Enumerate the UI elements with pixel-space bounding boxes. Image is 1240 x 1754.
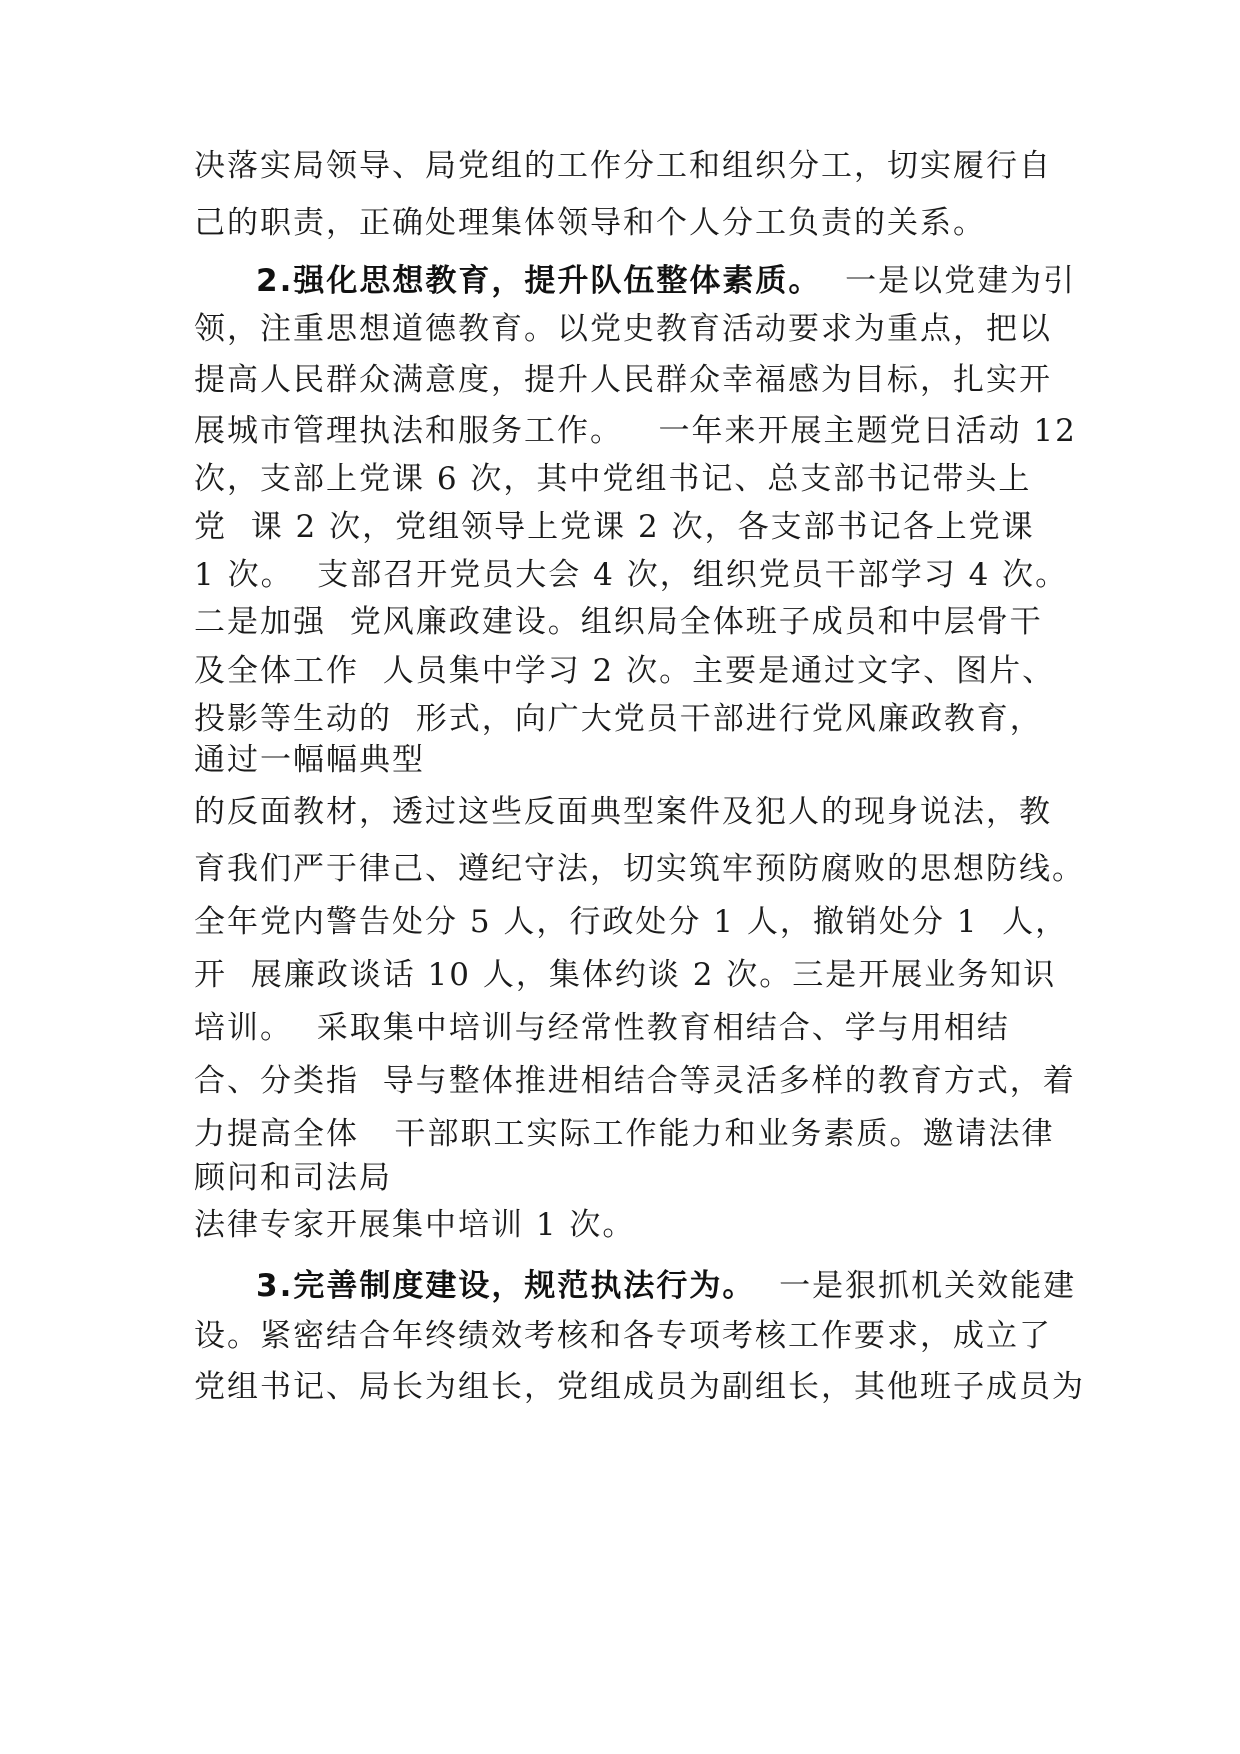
body-text-line: 及全体工作 人员集中学习 2 次。主要是通过文字、图片、: [194, 653, 1056, 689]
body-text-line: 领，注重思想道德教育。以党史教育活动要求为重点，把以: [194, 311, 1052, 347]
body-text-line: 力提高全体 干部职工实际工作能力和业务素质。邀请法律: [194, 1116, 1055, 1152]
body-text-line: 次，支部上党课 6 次，其中党组书记、总支部书记带头上: [194, 461, 1032, 497]
section-heading-2: 2.强化思想教育，提升队伍整体素质。: [256, 263, 822, 299]
body-text-line: 己的职责，正确处理集体领导和个人分工负责的关系。: [194, 205, 986, 241]
body-text-line: 开 展廉政谈话 10 人，集体约谈 2 次。三是开展业务知识: [194, 957, 1057, 993]
body-text-line: 党组书记、局长为组长，党组成员为副组长，其他班子成员为: [194, 1369, 1085, 1405]
body-text-line: 全年党内警告处分 5 人，行政处分 1 人，撤销处分 1 人，: [194, 904, 1069, 940]
body-text-line: 合、分类指 导与整体推进相结合等灵活多样的教育方式，着: [194, 1063, 1076, 1099]
body-text-line: 育我们严于律己、遵纪守法，切实筑牢预防腐败的思想防线。: [194, 851, 1085, 887]
body-text-span: 一是以党建为引: [821, 263, 1077, 299]
body-text-line: 1 次。 支部召开党员大会 4 次，组织党员干部学习 4 次。: [194, 557, 1069, 593]
section-heading-3: 3.完善制度建设，规范执法行为。: [256, 1268, 756, 1304]
body-text-line: 的反面教材，透过这些反面典型案件及犯人的现身说法，教: [194, 794, 1052, 830]
body-text-line: 培训。 采取集中培训与经常性教育相结合、学与用相结: [194, 1010, 1010, 1046]
paragraph-2-first-line: [256, 261, 1076, 301]
body-text-line: 展城市管理执法和服务工作。 一年来开展主题党日活动 12: [194, 413, 1077, 449]
body-text-line: 投影等生动的 形式，向广大党员干部进行党风廉政教育，: [194, 701, 1043, 737]
body-text-line: 法律专家开展集中培训 1 次。: [194, 1207, 636, 1243]
body-text-line: 党 课 2 次，党组领导上党课 2 次，各支部书记各上党课: [194, 509, 1035, 545]
body-text-line: 提高人民群众满意度，提升人民群众幸福感为目标，扎实开: [194, 362, 1052, 398]
body-text-line: 通过一幅幅典型: [194, 742, 425, 778]
body-text-line: 设。紧密结合年终绩效考核和各专项考核工作要求，成立了: [194, 1318, 1052, 1354]
body-text-span: 一是狠抓机关效能建: [755, 1268, 1077, 1304]
body-text-line: 二是加强 党风廉政建设。组织局全体班子成员和中层骨干: [194, 604, 1043, 640]
body-text-line: 顾问和司法局: [194, 1160, 392, 1196]
body-text-line: 决落实局领导、局党组的工作分工和组织分工，切实履行自: [194, 148, 1052, 184]
paragraph-3-first-line: [256, 1266, 1076, 1306]
